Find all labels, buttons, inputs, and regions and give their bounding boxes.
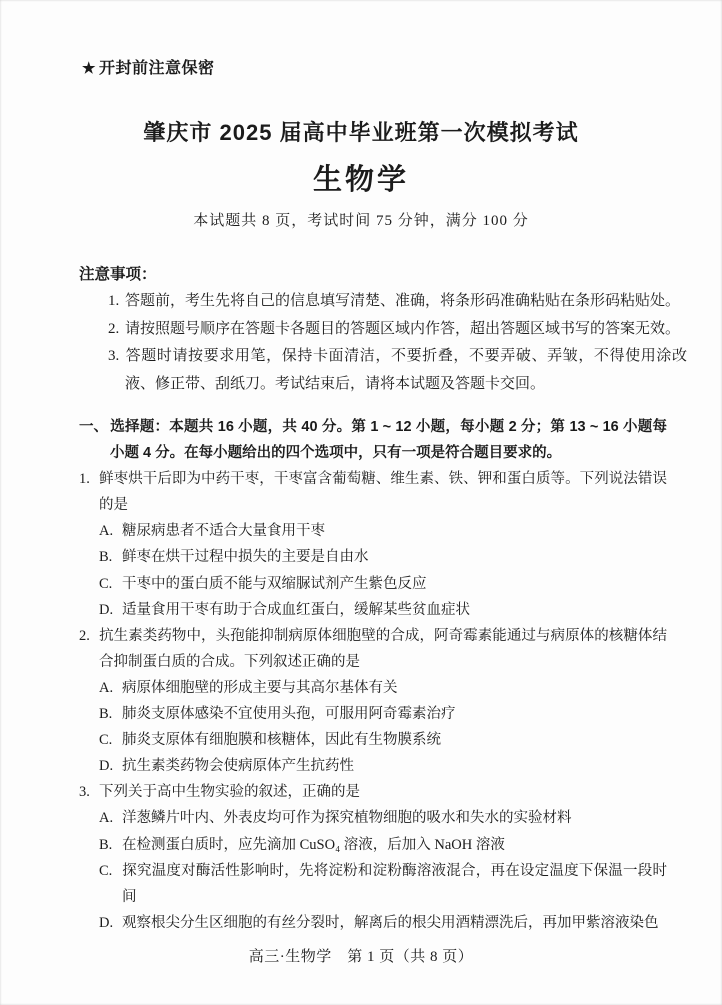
option-text: 肺炎支原体有细胞膜和核糖体，因此有生物膜系统: [122, 732, 441, 749]
note-text: 答题前，考生先将自己的信息填写清楚、准确，将条形码准确粘贴在条形码粘贴处。: [125, 293, 681, 310]
exam-info: 本试题共 8 页，考试时间 75 分钟，满分 100 分: [193, 213, 529, 229]
option-text: 洋葱鳞片叶内、外表皮均可作为探究植物细胞的吸水和失水的实验材料: [122, 810, 572, 827]
questions-block: [79, 414, 667, 936]
option-row: [79, 727, 667, 753]
option-label: C.: [99, 575, 113, 592]
option-label: D.: [99, 601, 114, 618]
section-header: [79, 414, 667, 466]
page-footer: [0, 946, 722, 968]
option-label: A.: [99, 523, 114, 540]
option-text: 肺炎支原体感染不宜使用头孢，可服用阿奇霉素治疗: [122, 706, 456, 723]
option-text: 观察根尖分生区细胞的有丝分裂时，解离后的根尖用酒精漂洗后，再加甲紫溶液染色: [122, 914, 659, 931]
question-1: [79, 466, 667, 623]
question-stem-text: 鲜枣烘干后即为中药干枣，干枣富含葡萄糖、维生素、铁、钾和蛋白质等。下列说法错误的是: [99, 471, 667, 514]
question-stem: [79, 623, 667, 675]
option-row: [79, 571, 667, 597]
section-label: 一、: [79, 419, 108, 435]
option-label: A.: [99, 679, 114, 696]
option-label: A.: [99, 810, 114, 827]
question-number: 3.: [79, 784, 90, 801]
exam-header: [0, 118, 722, 232]
option-label: B.: [99, 706, 113, 723]
star-icon: ★: [82, 60, 96, 77]
option-label: C.: [99, 732, 113, 749]
option-text: 病原体细胞壁的形成主要与其高尔基体有关: [122, 679, 398, 696]
notes-section: [79, 261, 687, 398]
note-item: [108, 316, 687, 343]
note-item: [108, 343, 687, 398]
option-row: [79, 858, 667, 910]
option-label: C.: [99, 862, 113, 879]
option-row: [79, 675, 667, 701]
question-number: 2.: [79, 627, 90, 644]
page-footer-text: 高三·生物学 第 1 页（共 8 页）: [248, 949, 474, 965]
note-text: 答题时请按要求用笔，保持卡面清洁，不要折叠，不要弄破、弄皱，不得使用涂改液、修正带、刮纸刀。考试结束后，请将本试题及答题卡交回。: [125, 348, 687, 392]
option-row: [79, 753, 667, 779]
option-label: D.: [99, 758, 114, 775]
exam-title: 肇庆市 2025 届高中毕业班第一次模拟考试: [143, 120, 579, 145]
option-text: 糖尿病患者不适合大量食用干枣: [122, 523, 325, 540]
note-number: 3.: [108, 348, 120, 365]
exam-subject: 生物学: [312, 164, 409, 196]
option-text: 适量食用干枣有助于合成血红蛋白，缓解某些贫血症状: [122, 601, 470, 618]
question-stem-text: 抗生素类药物中，头孢能抑制病原体细胞壁的合成，阿奇霉素能通过与病原体的核糖体结合抑制蛋白质的合成。下列叙述正确的是: [99, 627, 667, 670]
question-stem-text: 下列关于高中生物实验的叙述，正确的是: [99, 784, 360, 801]
question-3: [79, 779, 667, 936]
option-text: 在检测蛋白质时，应先滴加 CuSO₄ 溶液，后加入 NaOH 溶液: [122, 836, 505, 853]
option-label: B.: [99, 549, 113, 566]
option-text: 探究温度对酶活性影响时，先将淀粉和淀粉酶溶液混合，再在设定温度下保温一段时间: [122, 862, 667, 905]
option-text: 干枣中的蛋白质不能与双缩脲试剂产生紫色反应: [122, 575, 427, 592]
security-notice: [82, 59, 214, 78]
option-text: 抗生素类药物会使病原体产生抗药性: [122, 758, 354, 775]
option-row: [79, 518, 667, 544]
question-stem: [79, 779, 667, 805]
notes-heading: 注意事项：: [79, 266, 157, 283]
note-number: 2.: [108, 320, 120, 337]
option-row: [79, 805, 667, 831]
option-row: [79, 597, 667, 623]
option-row: [79, 701, 667, 727]
note-text: 请按照题号顺序在答题卡各题目的答题区域内作答，超出答题区域书写的答案无效。: [125, 320, 681, 337]
section-text: 选择题：本题共 16 小题，共 40 分。第 1 ~ 12 小题，每小题 2 分；第 13 ~ 16 小题每小题 4 分。在每小题给出的四个选项中，只有一项是符合题目要求的。: [110, 419, 667, 462]
option-row: [79, 544, 667, 570]
option-label: B.: [99, 836, 113, 853]
note-item: [108, 288, 687, 315]
option-row: [79, 832, 667, 858]
option-label: D.: [99, 914, 114, 931]
option-row: [79, 910, 667, 936]
question-2: [79, 623, 667, 780]
question-number: 1.: [79, 471, 90, 488]
security-notice-text: 开封前注意保密: [98, 60, 215, 77]
option-text: 鲜枣在烘干过程中损失的主要是自由水: [122, 549, 369, 566]
note-number: 1.: [108, 293, 120, 310]
question-stem: [79, 466, 667, 518]
